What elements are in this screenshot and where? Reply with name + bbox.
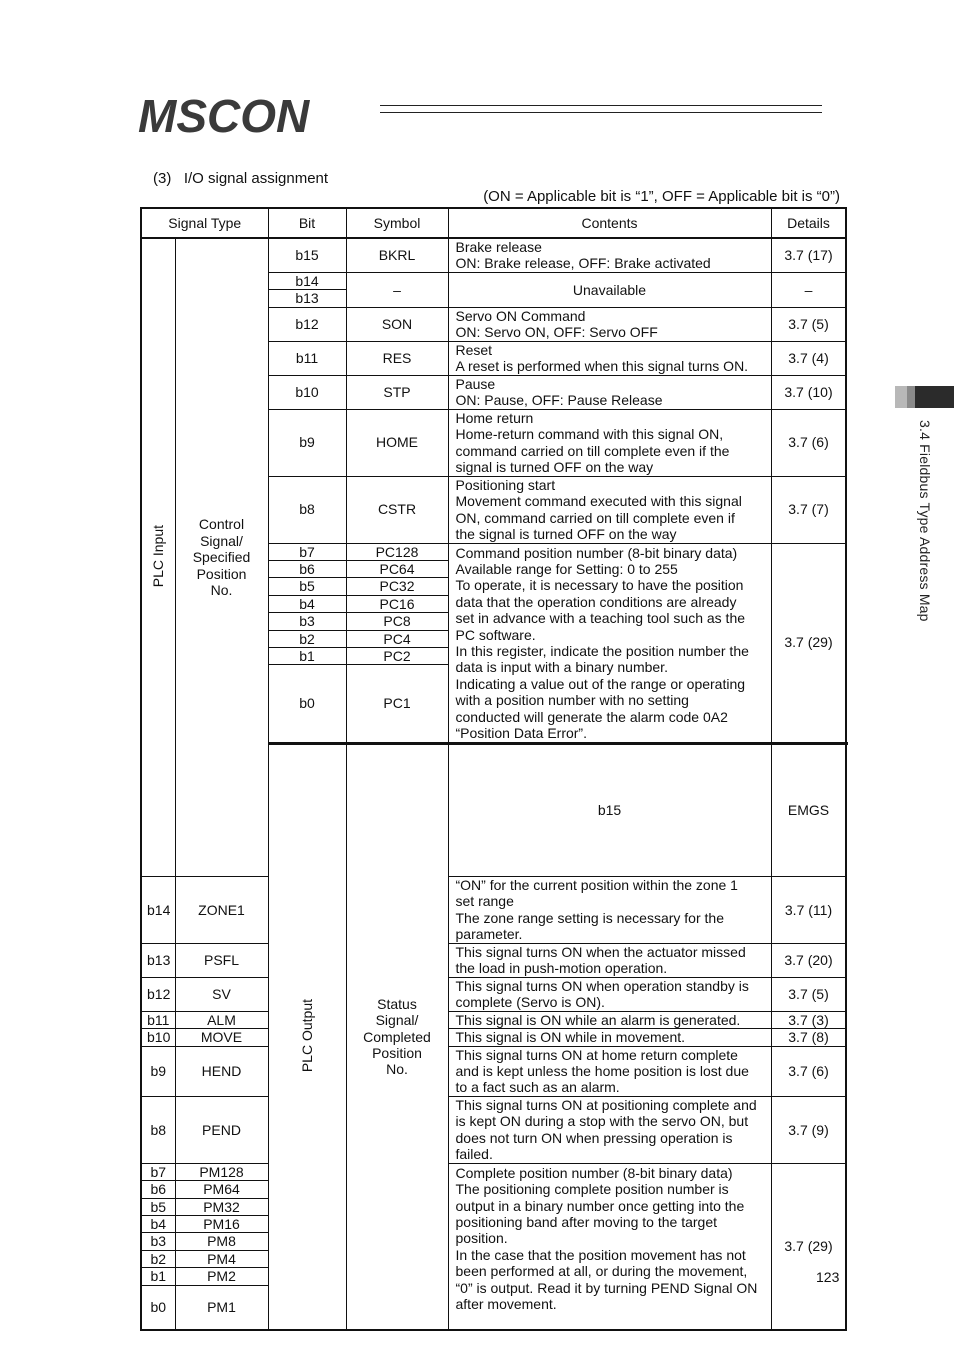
col-symbol: Symbol bbox=[346, 208, 448, 238]
bit-cell: b5 bbox=[268, 578, 346, 595]
on-off-legend: (ON = Applicable bit is “1”, OFF = Applicable bit is “0”) bbox=[483, 188, 840, 205]
bit-cell: b13 bbox=[141, 943, 175, 977]
symbol-cell: PSFL bbox=[175, 943, 268, 977]
chapter-tab-marker bbox=[895, 386, 954, 408]
header-rule-top bbox=[380, 105, 822, 106]
symbol-cell: MOVE bbox=[175, 1029, 268, 1046]
symbol-cell: PM8 bbox=[175, 1233, 268, 1250]
symbol-cell: – bbox=[346, 272, 448, 307]
bit-cell: b6 bbox=[268, 561, 346, 578]
plc-input-label: PLC Input bbox=[141, 238, 175, 876]
details-cell: 3.7 (17) bbox=[771, 238, 846, 272]
col-bit: Bit bbox=[268, 208, 346, 238]
bit-cell: b1 bbox=[268, 648, 346, 665]
contents-cell: Reset A reset is performed when this signal turns ON. bbox=[448, 341, 771, 375]
io-signal-table bbox=[140, 207, 847, 1331]
contents-cell: Servo ON Command ON: Servo ON, OFF: Servo OFF bbox=[448, 307, 771, 341]
symbol-cell: PM4 bbox=[175, 1250, 268, 1267]
symbol-cell: PC1 bbox=[346, 665, 448, 743]
symbol-cell: PC8 bbox=[346, 613, 448, 630]
contents-cell: “ON” for the current position within the zone 1 set range The zone range setting is necessary for the parameter. bbox=[448, 876, 771, 943]
bit-cell: b3 bbox=[141, 1233, 175, 1250]
bit-cell: b11 bbox=[268, 341, 346, 375]
status-signal-group: Status Signal/ Completed Position No. bbox=[346, 743, 448, 1330]
contents-cell: This signal is ON while an alarm is generated. bbox=[448, 1011, 771, 1028]
bit-cell: b7 bbox=[141, 1163, 175, 1180]
symbol-cell: PC32 bbox=[346, 578, 448, 595]
contents-cell: Positioning start Movement command executed with this signal ON, command carried on till complete even if the signal is turned OFF on the way bbox=[448, 476, 771, 543]
contents-cell: This signal turns ON at positioning complete and is kept ON during a stop with the servo ON, but does not turn ON when pressing operation is failed. bbox=[448, 1096, 771, 1163]
bit-cell: b13 bbox=[268, 290, 346, 307]
bit-cell: b8 bbox=[141, 1096, 175, 1163]
symbol-cell: STP bbox=[346, 375, 448, 409]
bit-cell: b15 bbox=[448, 743, 771, 876]
bit-cell: b14 bbox=[141, 876, 175, 943]
col-details: Details bbox=[771, 208, 846, 238]
symbol-cell: PEND bbox=[175, 1096, 268, 1163]
section-heading: (3) I/O signal assignment bbox=[153, 170, 329, 187]
bit-cell: b0 bbox=[141, 1285, 175, 1330]
table-row bbox=[141, 1163, 846, 1180]
symbol-cell: PM1 bbox=[175, 1285, 268, 1330]
bit-cell: b14 bbox=[268, 272, 346, 289]
table-row bbox=[141, 1011, 846, 1028]
contents-cell: Pause ON: Pause, OFF: Pause Release bbox=[448, 375, 771, 409]
symbol-cell: RES bbox=[346, 341, 448, 375]
bit-cell: b2 bbox=[268, 630, 346, 647]
contents-cell: This signal is ON while in movement. bbox=[448, 1029, 771, 1046]
bit-cell: b5 bbox=[141, 1198, 175, 1215]
symbol-cell: HEND bbox=[175, 1046, 268, 1096]
symbol-cell: PM64 bbox=[175, 1181, 268, 1198]
symbol-cell: PC64 bbox=[346, 561, 448, 578]
chapter-side-title: 3.4 Fieldbus Type Address Map bbox=[917, 420, 933, 622]
table-row bbox=[141, 977, 846, 1011]
contents-cell: This signal turns ON when operation standby is complete (Servo is ON). bbox=[448, 977, 771, 1011]
bit-cell: b8 bbox=[268, 476, 346, 543]
details-cell: – bbox=[771, 272, 846, 307]
details-cell: 3.7 (11) bbox=[771, 876, 846, 943]
details-cell: 3.7 (6) bbox=[771, 1046, 846, 1096]
mscon-logo bbox=[138, 96, 368, 136]
bit-cell: b4 bbox=[141, 1216, 175, 1233]
table-row bbox=[141, 943, 846, 977]
symbol-cell: EMGS bbox=[771, 743, 846, 876]
header-rule-bottom bbox=[380, 112, 822, 113]
contents-cell: Complete position number (8-bit binary data) The positioning complete position number is output in a binary number once getting into the positioning band after moving to the target position. In the case that the position movement has not been performed at all, or during the movement, “0” is output. Read it by turning PEND Signal ON after movement. bbox=[448, 1163, 771, 1330]
symbol-cell: BKRL bbox=[346, 238, 448, 272]
table-row bbox=[141, 1096, 846, 1163]
bit-cell: b4 bbox=[268, 595, 346, 612]
details-cell: 3.7 (8) bbox=[771, 1029, 846, 1046]
bit-cell: b12 bbox=[141, 977, 175, 1011]
symbol-cell: PM16 bbox=[175, 1216, 268, 1233]
symbol-cell: PM32 bbox=[175, 1198, 268, 1215]
details-cell: 3.7 (3) bbox=[771, 1011, 846, 1028]
bit-cell: b9 bbox=[268, 409, 346, 476]
bit-cell: b9 bbox=[141, 1046, 175, 1096]
contents-cell: This signal turns ON when the actuator missed the load in push-motion operation. bbox=[448, 943, 771, 977]
symbol-cell: ALM bbox=[175, 1011, 268, 1028]
col-contents: Contents bbox=[448, 208, 771, 238]
contents-cell: Brake release ON: Brake release, OFF: Brake activated bbox=[448, 238, 771, 272]
bit-cell: b15 bbox=[268, 238, 346, 272]
logo-text: MSCON bbox=[138, 96, 310, 136]
bit-cell: b2 bbox=[141, 1250, 175, 1267]
bit-cell: b1 bbox=[141, 1268, 175, 1285]
symbol-cell: ZONE1 bbox=[175, 876, 268, 943]
symbol-cell: PC128 bbox=[346, 543, 448, 560]
symbol-cell: SON bbox=[346, 307, 448, 341]
details-cell: 3.7 (10) bbox=[771, 375, 846, 409]
table-row bbox=[141, 876, 846, 943]
details-cell: 3.7 (29) bbox=[771, 543, 846, 743]
bit-cell: b7 bbox=[268, 543, 346, 560]
details-cell: 3.7 (5) bbox=[771, 307, 846, 341]
symbol-cell: PC16 bbox=[346, 595, 448, 612]
symbol-cell: PM2 bbox=[175, 1268, 268, 1285]
bit-cell: b11 bbox=[141, 1011, 175, 1028]
contents-cell: Home return Home-return command with this signal ON, command carried on till complete even if the signal is turned OFF on the way bbox=[448, 409, 771, 476]
symbol-cell: PC2 bbox=[346, 648, 448, 665]
details-cell: 3.7 (9) bbox=[771, 1096, 846, 1163]
table-row bbox=[141, 1029, 846, 1046]
symbol-cell: PC4 bbox=[346, 630, 448, 647]
details-cell: 3.7 (29) bbox=[771, 1163, 846, 1330]
table-row bbox=[141, 238, 846, 272]
bit-cell: b0 bbox=[268, 665, 346, 743]
details-cell: 3.7 (4) bbox=[771, 341, 846, 375]
table-row bbox=[141, 1046, 846, 1096]
table-header-row bbox=[141, 208, 846, 238]
bit-cell: b3 bbox=[268, 613, 346, 630]
details-cell: 3.7 (5) bbox=[771, 977, 846, 1011]
col-signal-type: Signal Type bbox=[141, 208, 268, 238]
contents-cell: Command position number (8-bit binary data) Available range for Setting: 0 to 255 To operate, it is necessary to have the position data that the operation conditions are already set in advance with a teaching tool such as the PC software. In this register, indicate the position number the data is input with a binary number. Indicating a value out of the range or operating with a position number with no setting conducted will generate the alarm code 0A2 “Position Data Error”. bbox=[448, 543, 771, 743]
symbol-cell: CSTR bbox=[346, 476, 448, 543]
details-cell: 3.7 (20) bbox=[771, 943, 846, 977]
symbol-cell: SV bbox=[175, 977, 268, 1011]
bit-cell: b10 bbox=[141, 1029, 175, 1046]
page-number: 123 bbox=[816, 1269, 840, 1285]
contents-cell: This signal turns ON at home return complete and is kept unless the home position is lost due to a fact such as an alarm. bbox=[448, 1046, 771, 1096]
bit-cell: b12 bbox=[268, 307, 346, 341]
plc-output-label: PLC Output bbox=[268, 743, 346, 1330]
symbol-cell: PM128 bbox=[175, 1163, 268, 1180]
bit-cell: b6 bbox=[141, 1181, 175, 1198]
details-cell: 3.7 (7) bbox=[771, 476, 846, 543]
control-signal-group: Control Signal/ Specified Position No. bbox=[175, 238, 268, 876]
details-cell: 3.7 (6) bbox=[771, 409, 846, 476]
bit-cell: b10 bbox=[268, 375, 346, 409]
symbol-cell: HOME bbox=[346, 409, 448, 476]
contents-cell: Unavailable bbox=[448, 272, 771, 307]
